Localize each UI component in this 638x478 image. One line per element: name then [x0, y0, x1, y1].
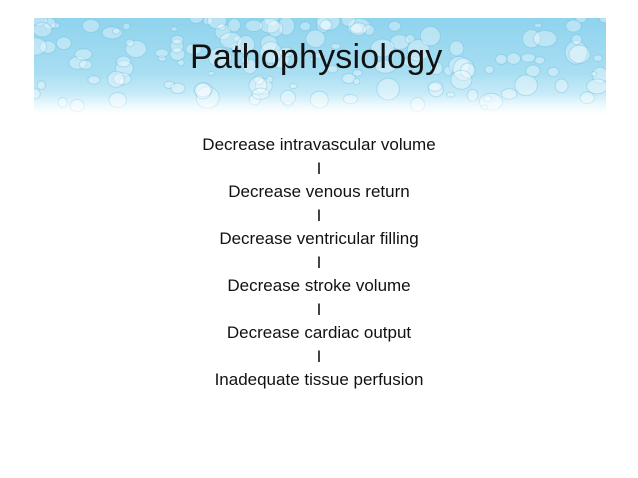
water-droplet	[75, 49, 92, 60]
water-droplet	[171, 36, 183, 45]
flow-connector: I	[316, 346, 322, 366]
water-droplet	[548, 67, 559, 76]
water-droplet	[56, 37, 71, 50]
water-droplet	[555, 79, 568, 93]
water-droplet	[569, 45, 590, 63]
flow-step: Decrease stroke volume	[227, 276, 411, 295]
water-droplet	[171, 27, 177, 32]
water-droplet	[190, 18, 203, 23]
water-droplet	[245, 20, 262, 31]
water-droplet	[123, 23, 130, 30]
flow-step: Decrease cardiac output	[226, 323, 412, 342]
banner-fade	[34, 94, 606, 118]
slide-title: Pathophysiology	[190, 38, 443, 76]
water-droplet	[126, 39, 135, 46]
flow-step: Decrease venous return	[228, 182, 410, 201]
pathophysiology-flow	[190, 133, 448, 392]
water-droplet	[521, 53, 535, 62]
water-droplet	[535, 57, 545, 64]
water-droplet	[533, 31, 556, 47]
water-droplet	[34, 23, 52, 37]
flow-connector: I	[316, 299, 322, 319]
water-droplet	[228, 19, 240, 32]
water-droplet	[485, 66, 494, 74]
water-droplet	[600, 18, 607, 23]
water-droplet	[177, 60, 184, 66]
water-droplet	[566, 20, 582, 32]
flow-connector: I	[316, 205, 322, 225]
water-droplet	[507, 53, 521, 64]
water-droplet	[88, 76, 100, 84]
water-droplet	[82, 19, 99, 32]
water-droplet	[389, 21, 401, 31]
water-droplet	[428, 83, 442, 92]
water-droplet	[450, 41, 464, 56]
water-droplet	[79, 60, 92, 69]
flow-step: Decrease ventricular filling	[219, 229, 419, 248]
flow-step: Decrease intravascular volume	[202, 135, 436, 154]
water-droplet	[515, 75, 538, 96]
flow-step: Inadequate tissue perfusion	[214, 370, 424, 389]
water-droplet	[591, 72, 597, 76]
water-droplet	[108, 71, 125, 87]
water-droplet	[290, 84, 298, 89]
water-droplet	[353, 78, 360, 84]
water-droplet	[155, 49, 168, 57]
water-droplet	[572, 35, 582, 45]
water-droplet	[113, 28, 120, 34]
flow-connector: I	[316, 252, 322, 272]
water-droplet	[526, 65, 540, 77]
water-droplet	[593, 55, 602, 61]
water-droplet	[116, 56, 130, 67]
water-droplet	[37, 81, 45, 90]
water-droplet	[496, 54, 508, 64]
water-droplet	[300, 22, 311, 31]
water-droplet	[320, 20, 332, 31]
water-droplet	[587, 79, 606, 94]
water-droplet	[534, 23, 541, 28]
water-droplet	[171, 83, 185, 93]
water-droplet	[451, 70, 472, 89]
flow-connector: I	[316, 158, 322, 178]
water-droplet	[266, 76, 273, 82]
